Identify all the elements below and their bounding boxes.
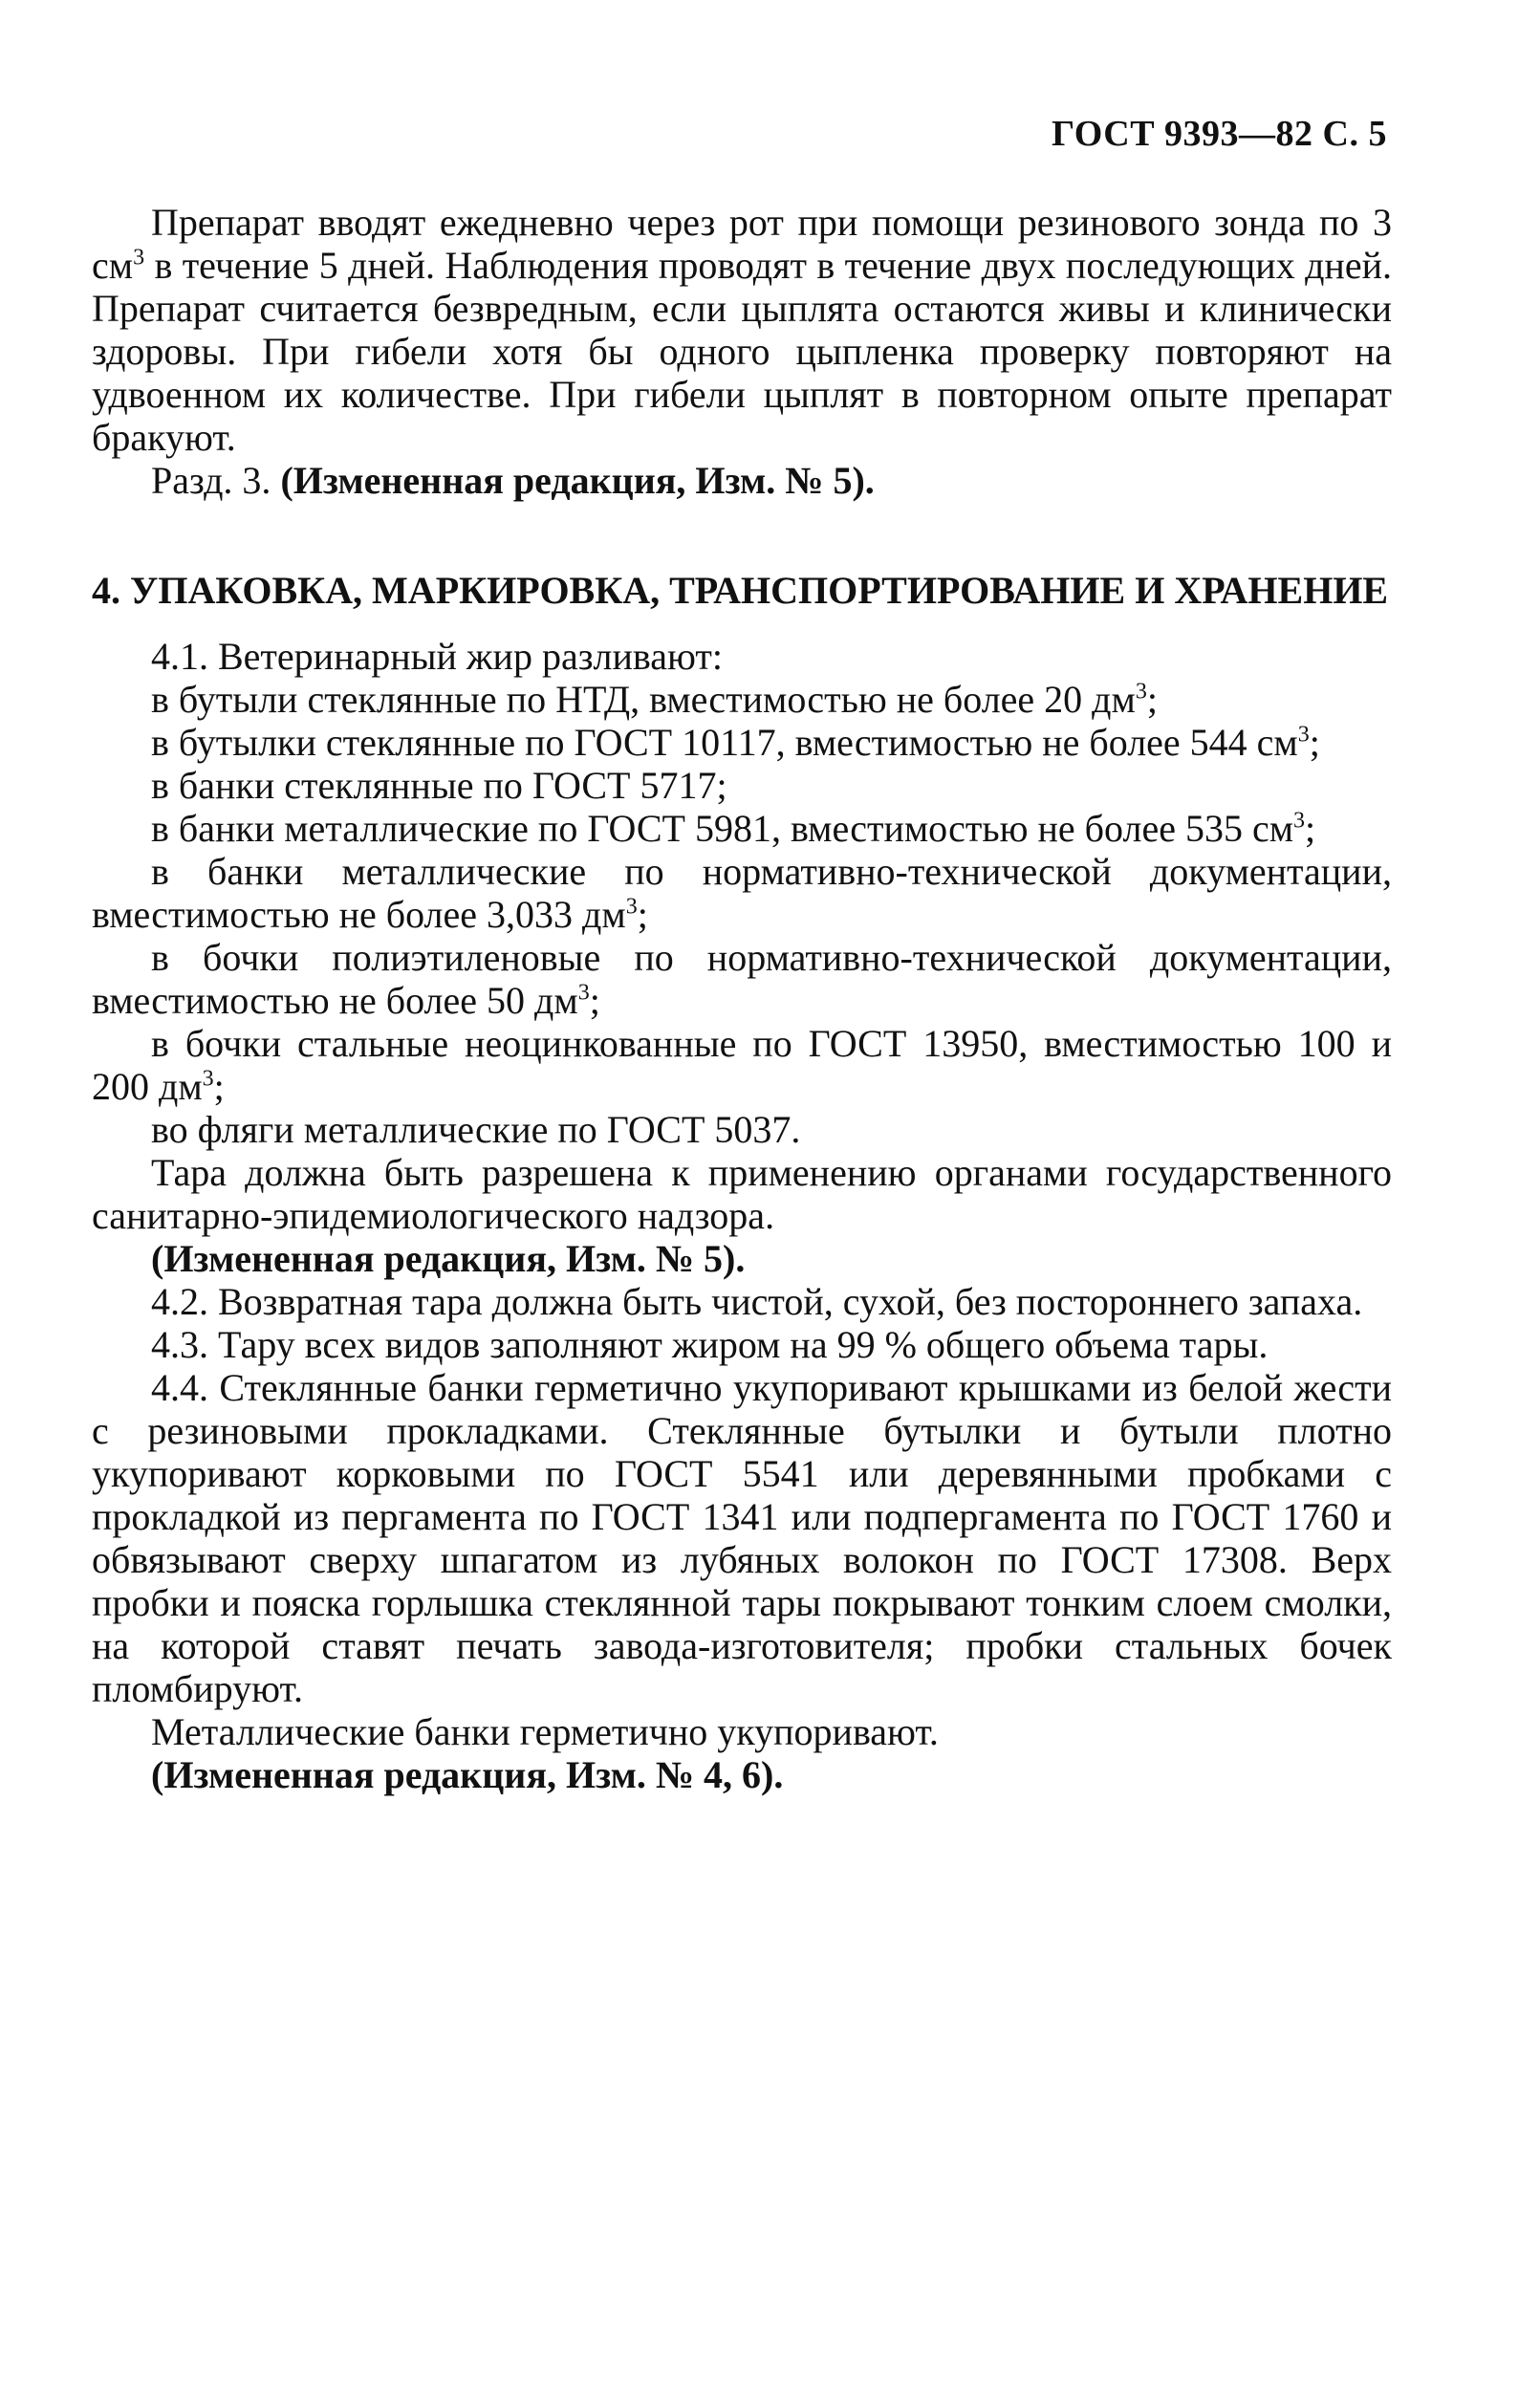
document-body bbox=[92, 201, 1392, 1796]
container-item: в бочки полиэтиленовые по нормативно-технической документации, вместимостью не более 50 $дм^3$; bbox=[92, 936, 1392, 1022]
page-header: ГОСТ 9393—82 С. 5 bbox=[1052, 114, 1387, 154]
clause-4-1: 4.1. Ветеринарный жир разливают: bbox=[151, 635, 723, 678]
section3-amendment-note: Разд. 3. (Измененная редакция, Изм. № 5). bbox=[151, 459, 875, 502]
container-item: во фляги металлические по ГОСТ 5037. bbox=[151, 1108, 801, 1151]
container-item: в бутыли стеклянные по НТД, вместимостью не более 20 $дм^3$; bbox=[151, 678, 1158, 721]
container-item: в банки металлические по нормативно-технической документации, вместимостью не более 3,033 $дм^3$; bbox=[92, 850, 1392, 936]
clause-4-2: 4.2. Возвратная тара должна быть чистой, сухой, без постороннего запаха. bbox=[151, 1280, 1363, 1323]
amendment-note-5: (Измененная редакция, Изм. № 5). bbox=[151, 1237, 746, 1280]
clause-4-3: 4.3. Тару всех видов заполняют жиром на 99 % общего объема тары. bbox=[151, 1323, 1269, 1366]
intro-paragraph: Препарат вводят ежедневно через рот при помощи резинового зонда по 3 $см^3$ в течение 5 дней. Наблюдения проводят в течение двух последующих дней. Препарат считается безвредным, если цыплята остаются живы и клинически здоровы. При гибели хотя бы одного цыпленка проверку повторяют на удвоенном их количестве. При гибели цыплят в повторном опыте препарат бракуют. bbox=[92, 201, 1392, 459]
container-item: в бутылки стеклянные по ГОСТ 10117, вместимостью не более 544 $см^3$; bbox=[151, 721, 1320, 764]
container-item: в бочки стальные неоцинкованные по ГОСТ 13950, вместимостью 100 и 200 $дм^3$; bbox=[92, 1022, 1392, 1108]
container-item: в банки стеклянные по ГОСТ 5717; bbox=[151, 764, 727, 807]
section-4-title: 4. УПАКОВКА, МАРКИРОВКА, ТРАНСПОРТИРОВАНИЕ И ХРАНЕНИЕ bbox=[92, 569, 1389, 612]
tara-approval-paragraph: Тара должна быть разрешена к применению органами государственного санитарно-эпидемиологического надзора. bbox=[92, 1151, 1392, 1237]
amendment-note-4-6: (Измененная редакция, Изм. № 4, 6). bbox=[151, 1753, 784, 1796]
clause-4-4: 4.4. Стеклянные банки герметично укупоривают крышками из белой жести с резиновыми прокладками. Стеклянные бутылки и бутыли плотно укупоривают корковыми по ГОСТ 5541 или деревянными пробками с прокладкой из пергамента по ГОСТ 1341 или подпергамента по ГОСТ 1760 и обвязывают сверху шпагатом из лубяных волокон по ГОСТ 17308. Верх пробки и пояска горлышка стеклянной тары покрывают тонким слоем смолки, на которой ставят печать завода-изготовителя; пробки стальных бочек пломбируют. bbox=[92, 1366, 1392, 1710]
metal-cans-paragraph: Металлические банки герметично укупоривают. bbox=[151, 1710, 939, 1753]
container-item: в банки металлические по ГОСТ 5981, вместимостью не более 535 $см^3$; bbox=[151, 807, 1316, 850]
